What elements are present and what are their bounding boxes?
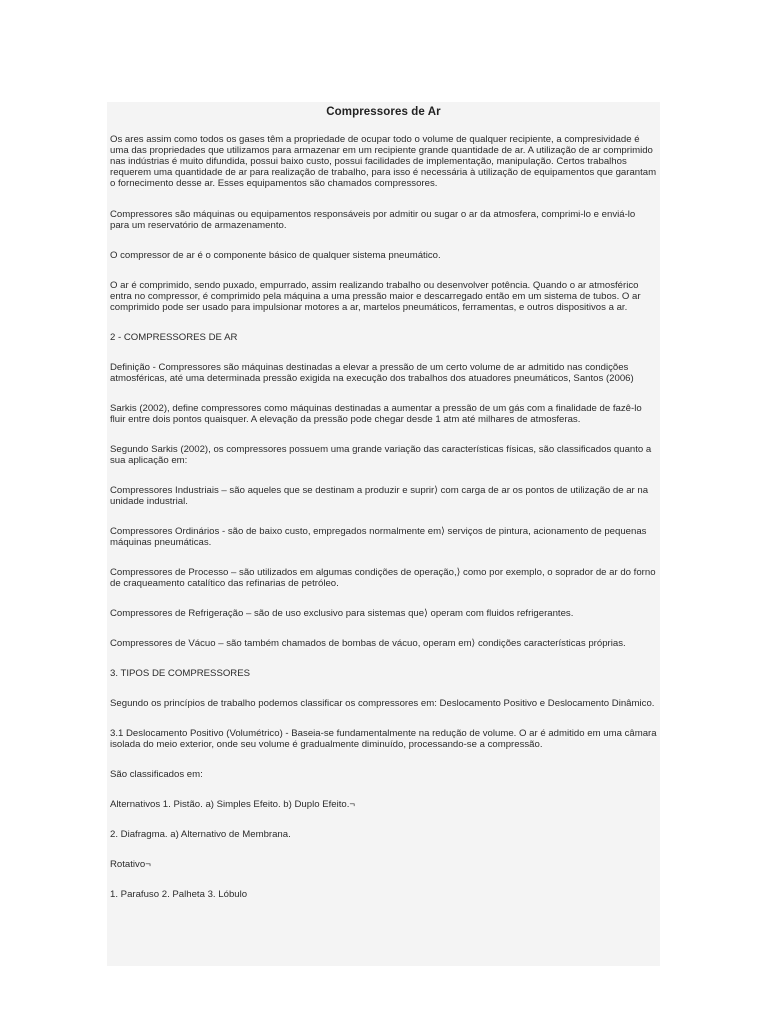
list-item-rotary: Rotativo¬	[110, 859, 151, 870]
paragraph-sarkis-classification: Segundo Sarkis (2002), os compressores possuem uma grande variação das características físicas, são classificados quanto a sua aplicação em:	[110, 444, 652, 466]
document-page	[107, 102, 660, 966]
section-heading-3: 3. TIPOS DE COMPRESSORES	[110, 668, 251, 679]
paragraph-intro: Os ares assim como todos os gases têm a propriedade de ocupar todo o volume de qualquer recipiente, a compresividade é uma das propriedades que utilizamos para armazenar em um recipiente grande quantidade de ar. A utilização de ar comprimido nas indústrias é muito difundida, possui baixo custo, possui facilidades de implementação, manipulação. Certos trabalhos requerem uma quantidade de ar para realização de trabalho, para isso é necessária à utilização de equipamentos que garantam o fornecimento desse ar. Esses equipamentos são chamados compressores.	[110, 134, 657, 189]
list-item-refrigeration: Compressores de Refrigeração – são de uso exclusivo para sistemas que⟩ operam com fluidos refrigerantes.	[110, 608, 574, 619]
paragraph-compression: O ar é comprimido, sendo puxado, empurrado, assim realizando trabalho ou desenvolver potência. Quando o ar atmosférico entra no compressor, é comprimido pela máquina a uma pressão maior e descarregado então em um sistema de tubos. O ar comprimido pode ser usado para impulsionar motores a ar, martelos pneumáticos, ferramentas, e outros dispositivos a ar.	[110, 280, 641, 313]
paragraph-positive-displacement: 3.1 Deslocamento Positivo (Volumétrico) - Baseia-se fundamentalmente na redução de volume. O ar é admitido em uma câmara isolada do meio exterior, onde seu volume é gradualmente diminuído, processando-se a compressão.	[110, 728, 657, 750]
list-item-vacuum: Compressores de Vácuo – são também chamados de bombas de vácuo, operam em⟩ condições características próprias.	[110, 638, 626, 649]
document-title: Compressores de Ar	[326, 106, 441, 118]
list-item-industrial: Compressores Industriais – são aqueles que se destinam a produzir e suprir⟩ com carga de ar os pontos de utilização de ar na unidade industrial.	[110, 485, 649, 507]
paragraph-definition: Compressores são máquinas ou equipamentos responsáveis por admitir ou sugar o ar da atmosfera, comprimi-lo e enviá-lo para um reservatório de armazenamento.	[110, 209, 636, 231]
list-item-rotary-types: 1. Parafuso 2. Palheta 3. Lóbulo	[110, 889, 248, 900]
paragraph-principles: Segundo os princípios de trabalho podemos classificar os compressores em: Deslocamento Positivo e Deslocamento Dinâmico.	[110, 698, 655, 709]
paragraph-sarkis-definition: Sarkis (2002), define compressores como máquinas destinadas a aumentar a pressão de um gás com a finalidade de fazê-lo fluir entre dois pontos quaisquer. A elevação da pressão pode chegar desde 1 atm até milhares de atmosferas.	[110, 403, 642, 425]
paragraph-basic-component: O compressor de ar é o componente básico de qualquer sistema pneumático.	[110, 250, 441, 261]
list-item-ordinary: Compressores Ordinários - são de baixo custo, empregados normalmente em⟩ serviços de pintura, acionamento de pequenas máquinas pneumáticas.	[110, 526, 647, 548]
list-item-process: Compressores de Processo – são utilizados em algumas condições de operação,⟩ como por exemplo, o soprador de ar do forno de craqueamento catalítico das refinarias de petróleo.	[110, 567, 656, 589]
paragraph-classified: São classificados em:	[110, 769, 203, 780]
document-body	[107, 134, 660, 900]
list-item-alternatives: Alternativos 1. Pistão. a) Simples Efeito. b) Duplo Efeito.¬	[110, 799, 356, 810]
section-heading-2: 2 - COMPRESSORES DE AR	[110, 332, 238, 343]
list-item-diaphragm: 2. Diafragma. a) Alternativo de Membrana.	[110, 829, 291, 840]
paragraph-santos: Definição - Compressores são máquinas destinadas a elevar a pressão de um certo volume de ar admitido nas condições atmosféricas, até uma determinada pressão exigida na execução dos trabalhos dos atuadores pneumáticos, Santos (2006)	[110, 362, 634, 384]
